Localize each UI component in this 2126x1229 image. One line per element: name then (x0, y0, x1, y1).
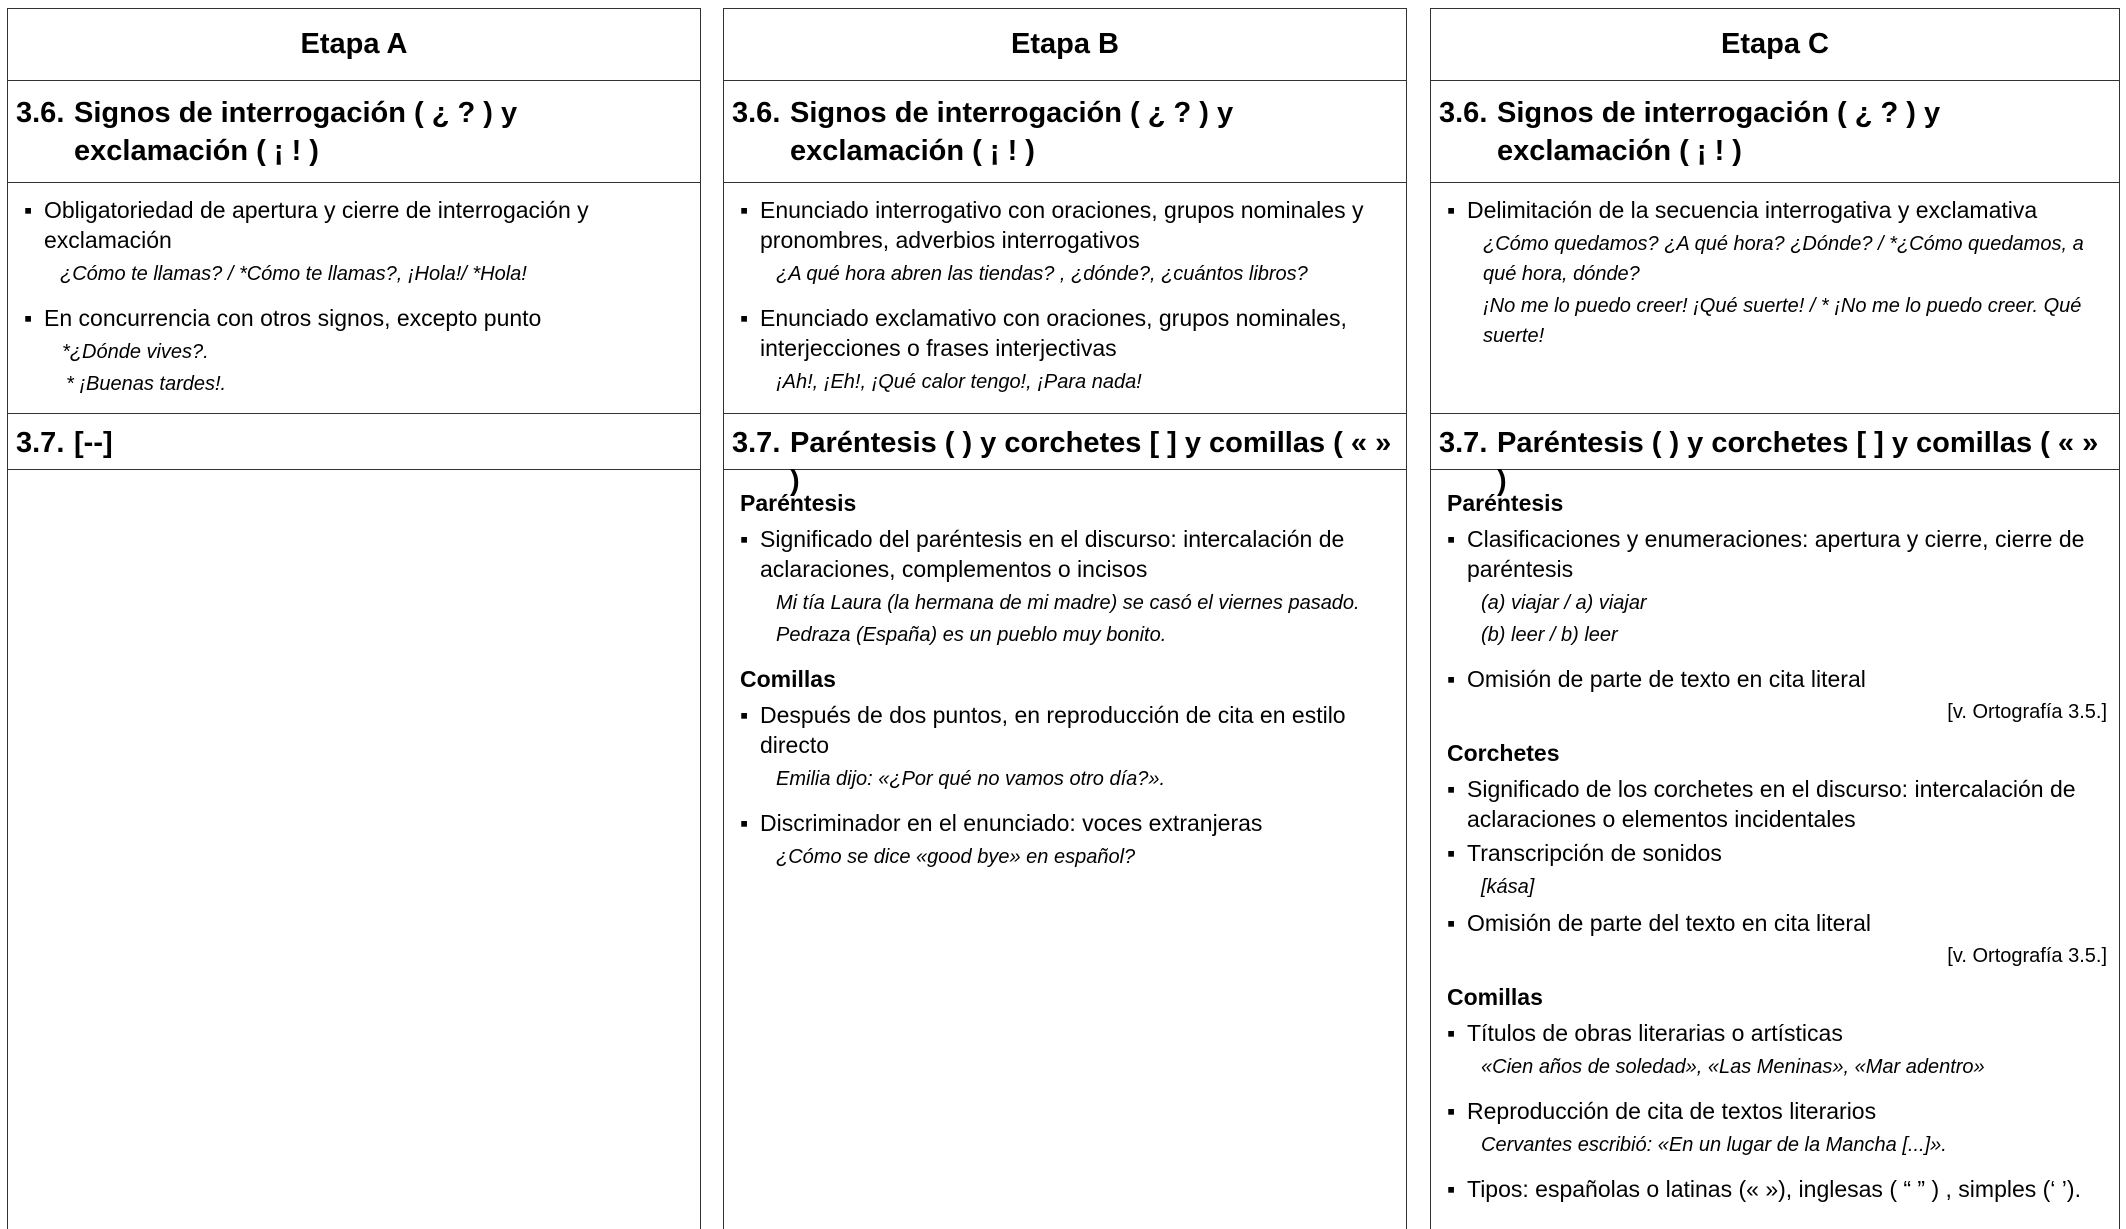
example-group (1441, 1130, 2109, 1160)
stage-header: Etapa C (1431, 9, 2119, 81)
bullet-icon: ▪ (1447, 776, 1456, 802)
stage-header: Etapa B (724, 9, 1406, 81)
list-item (1441, 1018, 2109, 1048)
item-text: En concurrencia con otros signos, excepto punto (44, 305, 542, 331)
example-text: Mi tía Laura (la hermana de mi madre) se casó el viernes pasado. (776, 592, 1360, 614)
example-text: ¿Cómo quedamos? ¿A qué hora? ¿Dónde? / *¿Cómo quedamos, a qué hora, dónde? (1483, 233, 2084, 285)
item-text: Transcripción de sonidos (1467, 840, 1722, 866)
example-group (734, 764, 1396, 794)
example-group (1441, 1052, 2109, 1082)
item-text: Enunciado interrogativo con oraciones, grupos nominales y pronombres, adverbios interrogativos (760, 197, 1364, 253)
section-heading: [--] (74, 427, 113, 459)
example-text: [kása] (1481, 876, 1535, 898)
section-title-3-6 (8, 81, 700, 183)
list-item (18, 195, 690, 255)
column-etapa-b (723, 8, 1407, 1229)
bullet-icon: ▪ (24, 305, 33, 331)
example-group (1441, 588, 2109, 650)
example-group (1441, 872, 2109, 902)
cross-reference: [v. Ortografía 3.5.] (1947, 701, 2107, 723)
example-group (734, 259, 1396, 289)
section-heading: Signos de interrogación ( ¿ ? ) y exclamación ( ¡ ! ) (1497, 97, 1941, 167)
item-text: Clasificaciones y enumeraciones: apertura y cierre, cierre de paréntesis (1467, 526, 2085, 582)
example-text: Cervantes escribió: «En un lugar de la Mancha [...]». (1481, 1134, 1947, 1156)
example-text: «Cien años de soledad», «Las Meninas», «Mar adentro» (1481, 1056, 1985, 1078)
example-group (734, 588, 1396, 650)
section-heading: Paréntesis ( ) y corchetes [ ] y comillas ( « » ) (790, 427, 1392, 497)
list-item (1441, 1174, 2109, 1204)
bullet-icon: ▪ (740, 526, 749, 552)
section-title-3-7 (1431, 413, 2119, 497)
list-item (1441, 1096, 2109, 1126)
section-title-3-6 (724, 81, 1406, 183)
example-group (734, 367, 1396, 397)
bullet-icon: ▪ (740, 305, 749, 331)
example-text: ¿Cómo se dice «good bye» en español? (776, 846, 1136, 868)
example-text: (a) viajar / a) viajar (1481, 592, 1647, 614)
subsection-heading: Paréntesis (1447, 490, 1564, 516)
item-text: Delimitación de la secuencia interrogativa y exclamativa (1467, 197, 2038, 223)
item-text: Significado del paréntesis en el discurso: intercalación de aclaraciones, complementos o incisos (760, 526, 1345, 582)
example-text: Pedraza (España) es un pueblo muy bonito. (776, 624, 1167, 646)
example-group (734, 842, 1396, 872)
section-title-3-6 (1431, 81, 2119, 183)
section-content-3-6 (8, 183, 700, 413)
item-text: Omisión de parte del texto en cita literal (1467, 910, 1871, 936)
cross-reference: [v. Ortografía 3.5.] (1947, 945, 2107, 967)
list-item (734, 700, 1396, 760)
item-text: Después de dos puntos, en reproducción de cita en estilo directo (760, 702, 1346, 758)
list-item (1441, 908, 2109, 938)
example-text: (b) leer / b) leer (1481, 624, 1618, 646)
bullet-icon: ▪ (1447, 910, 1456, 936)
example-group (1441, 229, 2109, 351)
example-text: ¡No me lo puedo creer! ¡Qué suerte! / * ¡No me lo puedo creer. Qué suerte! (1483, 295, 2082, 347)
section-number: 3.7. (1439, 427, 1488, 459)
bullet-icon: ▪ (1447, 1098, 1456, 1124)
example-text: ¿Cómo te llamas? / *Cómo te llamas?, ¡Hola!/ *Hola! (60, 263, 527, 285)
section-heading: Signos de interrogación ( ¿ ? ) y exclamación ( ¡ ! ) (790, 97, 1234, 167)
bullet-icon: ▪ (1447, 1176, 1456, 1202)
item-text: Significado de los corchetes en el discurso: intercalación de aclaraciones o elementos incidentales (1467, 776, 2076, 832)
example-text: *¿Dónde vives?. (62, 341, 209, 363)
section-title-3-7 (724, 413, 1406, 497)
list-item (734, 808, 1396, 838)
column-etapa-c (1430, 8, 2120, 1229)
stage-header: Etapa A (8, 9, 700, 81)
section-number: 3.6. (16, 97, 65, 129)
section-title-3-7 (8, 413, 700, 470)
list-item (734, 195, 1396, 255)
section-heading: Paréntesis ( ) y corchetes [ ] y comillas ( « » ) (1497, 427, 2099, 497)
section-number: 3.6. (1439, 97, 1488, 129)
bullet-icon: ▪ (740, 702, 749, 728)
example-group (18, 337, 690, 399)
item-text: Discriminador en el enunciado: voces extranjeras (760, 810, 1263, 836)
list-item (734, 303, 1396, 363)
item-text: Obligatoriedad de apertura y cierre de interrogación y exclamación (44, 197, 589, 253)
item-text: Reproducción de cita de textos literarios (1467, 1098, 1877, 1124)
example-text: ¿A qué hora abren las tiendas? , ¿dónde?, ¿cuántos libros? (776, 263, 1308, 285)
example-text: Emilia dijo: «¿Por qué no vamos otro día?». (776, 768, 1166, 790)
subsection-heading: Paréntesis (740, 490, 857, 516)
item-text: Tipos: españolas o latinas (« »), inglesas ( “ ” ) , simples (‘ ’). (1467, 1176, 2081, 1202)
list-item (1441, 524, 2109, 584)
example-text: * ¡Buenas tardes!. (66, 373, 227, 395)
bullet-icon: ▪ (1447, 840, 1456, 866)
section-number: 3.7. (732, 427, 781, 459)
section-number: 3.6. (732, 97, 781, 129)
list-item (1441, 774, 2109, 834)
item-text: Enunciado exclamativo con oraciones, grupos nominales, interjecciones o frases interjectivas (760, 305, 1347, 361)
bullet-icon: ▪ (740, 810, 749, 836)
column-etapa-a (7, 8, 701, 1229)
bullet-icon: ▪ (1447, 666, 1456, 692)
bullet-icon: ▪ (1447, 526, 1456, 552)
section-heading: Signos de interrogación ( ¿ ? ) y exclamación ( ¡ ! ) (74, 97, 518, 167)
list-item (1441, 195, 2109, 225)
section-content-3-6 (724, 183, 1406, 413)
list-item (18, 303, 690, 333)
subsection-heading: Comillas (740, 666, 836, 692)
bullet-icon: ▪ (740, 197, 749, 223)
item-text: Omisión de parte de texto en cita literal (1467, 666, 1866, 692)
list-item (1441, 664, 2109, 694)
bullet-icon: ▪ (1447, 1020, 1456, 1046)
subsection-heading: Comillas (1447, 984, 1543, 1010)
example-text: ¡Ah!, ¡Eh!, ¡Qué calor tengo!, ¡Para nada! (776, 371, 1142, 393)
item-text: Títulos de obras literarias o artísticas (1467, 1020, 1843, 1046)
bullet-icon: ▪ (1447, 197, 1456, 223)
subsection-heading: Corchetes (1447, 740, 1560, 766)
bullet-icon: ▪ (24, 197, 33, 223)
list-item (734, 524, 1396, 584)
list-item (1441, 838, 2109, 868)
section-number: 3.7. (16, 427, 65, 459)
section-content-3-6 (1431, 183, 2119, 413)
section-content-3-7 (724, 470, 1406, 1229)
section-content-3-7 (1431, 470, 2119, 1229)
example-group (18, 259, 690, 289)
